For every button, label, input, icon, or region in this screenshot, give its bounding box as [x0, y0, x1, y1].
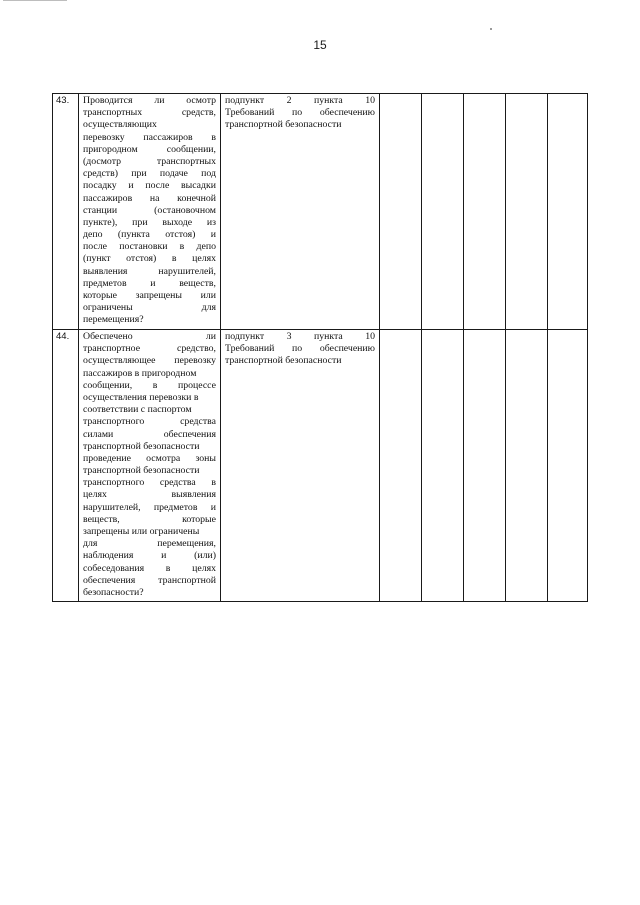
reference-text: [221, 94, 380, 330]
question-line: ограничены для: [83, 302, 216, 314]
answer-cell: [422, 330, 464, 602]
question-line: пассажиров в пригородном: [83, 367, 197, 379]
question-line: (досмотр транспортных: [83, 155, 216, 167]
checklist-table: [52, 93, 588, 602]
reference-line: транспортной безопасности: [225, 119, 342, 131]
table-row: [53, 94, 588, 330]
question-line: после постановки в депо: [83, 241, 216, 253]
answer-cell: [464, 330, 506, 602]
row-number: 44.: [53, 330, 79, 602]
answer-cell: [422, 94, 464, 330]
question-line: выявления нарушителей,: [83, 265, 216, 277]
question-line: сообщении, в процессе: [83, 379, 216, 391]
answer-cell: [548, 330, 588, 602]
question-line: транспортного средства в: [83, 477, 216, 489]
question-line: транспортной безопасности: [83, 440, 200, 452]
table-row: [53, 330, 588, 602]
question-line: собеседования в целях: [83, 562, 216, 574]
reference-line: транспортной безопасности: [225, 355, 342, 367]
answer-cell: [506, 330, 548, 602]
question-line: транспортного средства: [83, 416, 216, 428]
question-line: транспортное средство,: [83, 343, 216, 355]
question-text: [79, 330, 221, 602]
question-line: Обеспечено ли: [83, 331, 216, 342]
page-number: 15: [313, 38, 327, 52]
question-line: станции (остановочном: [83, 204, 216, 216]
question-line: перевозку пассажиров в: [83, 131, 216, 143]
reference-text: [221, 330, 380, 602]
answer-cell: [380, 94, 422, 330]
question-line: силами обеспечения: [83, 428, 216, 440]
question-line: перемещения?: [83, 314, 144, 326]
question-line: осуществляющих: [83, 119, 157, 131]
question-line: целях выявления: [83, 489, 216, 501]
question-line: Проводится ли осмотр: [83, 95, 216, 106]
question-line: пассажиров на конечной: [83, 192, 216, 204]
reference-line: Требований по обеспечению: [225, 343, 375, 355]
question-line: проведение осмотра зоны: [83, 452, 216, 464]
scan-dust-mark: [490, 28, 492, 30]
answer-cell: [380, 330, 422, 602]
question-line: пункте), при выходе из: [83, 216, 216, 228]
reference-line: подпункт 3 пункта 10: [225, 331, 375, 342]
reference-line: подпункт 2 пункта 10: [225, 95, 375, 106]
question-line: (пункт отстоя) в целях: [83, 253, 216, 265]
question-line: средств) при подаче под: [83, 168, 216, 180]
question-line: пригородном сообщении,: [83, 143, 216, 155]
question-line: запрещены или ограничены: [83, 526, 200, 537]
question-line: нарушителей, предметов и: [83, 501, 216, 513]
answer-cell: [464, 94, 506, 330]
question-line: наблюдения и (или): [83, 550, 216, 562]
question-line: обеспечения транспортной: [83, 574, 216, 586]
question-line: транспортной безопасности: [83, 465, 200, 477]
question-line: для перемещения,: [83, 538, 216, 550]
question-text: [79, 94, 221, 330]
answer-cell: [548, 94, 588, 330]
question-line: осуществляющее перевозку: [83, 355, 216, 367]
row-number: 43.: [53, 94, 79, 330]
question-line: осуществления перевозки в: [83, 391, 199, 403]
question-line: посадку и после высадки: [83, 180, 216, 192]
question-line: которые запрещены или: [83, 290, 216, 301]
question-line: транспортных средств,: [83, 107, 216, 119]
reference-line: Требований по обеспечению: [225, 107, 375, 119]
question-line: предметов и веществ,: [83, 277, 216, 289]
question-line: веществ, которые: [83, 513, 216, 525]
scan-edge-mark: [3, 0, 67, 1]
answer-cell: [506, 94, 548, 330]
question-line: безопасности?: [83, 586, 144, 598]
question-line: соответствии с паспортом: [83, 404, 192, 416]
question-line: депо (пункта отстоя) и: [83, 229, 216, 241]
